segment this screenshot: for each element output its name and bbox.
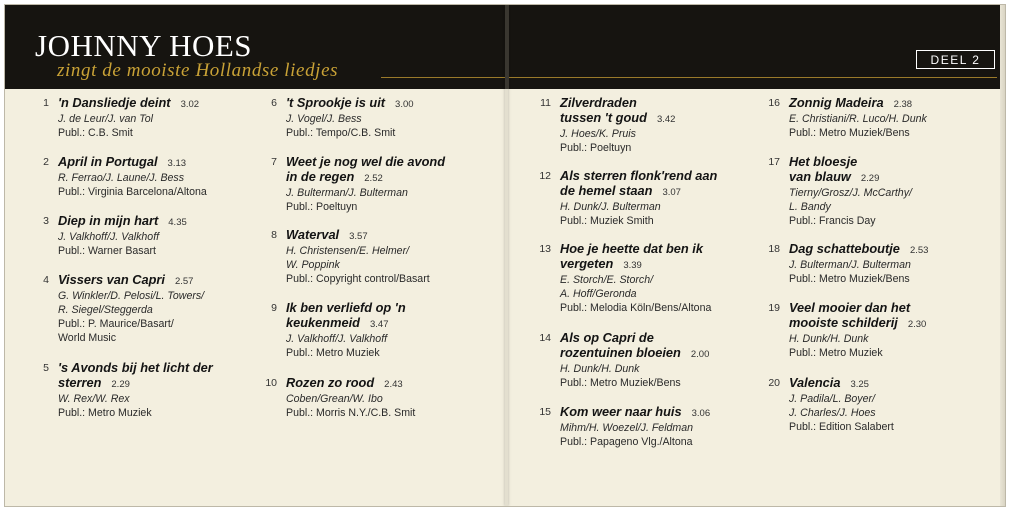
track-13 xyxy=(539,241,712,315)
track-credits-line: R. Siegel/Steggerda xyxy=(58,304,153,316)
track-title-line: Veel mooier dan het xyxy=(789,300,911,315)
track-number: 7 xyxy=(271,156,277,168)
track-title-line: mooiste schilderij 2.30 xyxy=(789,315,927,330)
track-5 xyxy=(43,360,213,420)
track-4 xyxy=(43,272,205,345)
center-fold-header xyxy=(505,5,509,89)
track-number: 8 xyxy=(271,229,277,241)
track-duration: 3.57 xyxy=(349,231,368,242)
track-11 xyxy=(540,95,676,155)
track-duration: 3.25 xyxy=(850,379,869,390)
track-duration: 2.00 xyxy=(690,349,710,360)
track-credits-line: J. Hoes/K. Pruis xyxy=(560,128,636,140)
track-duration: 3.13 xyxy=(167,158,187,169)
track-title-line: Dag schatteboutje 2.53 xyxy=(789,241,929,256)
track-title-line: 's Avonds bij het licht der xyxy=(58,360,213,375)
track-publisher-line: Publ.: Metro Muziek xyxy=(58,407,152,419)
track-publisher-line: World Music xyxy=(58,332,117,344)
part-badge: DEEL 2 xyxy=(916,50,995,69)
track-19 xyxy=(768,300,927,360)
track-number: 17 xyxy=(768,156,780,168)
track-20 xyxy=(768,375,894,434)
track-number: 9 xyxy=(271,302,277,314)
track-title-line: 'n Dansliedje deint 3.02 xyxy=(58,95,200,110)
track-title-line: Valencia 3.25 xyxy=(789,375,869,390)
track-number: 5 xyxy=(43,362,49,374)
track-number: 6 xyxy=(271,97,277,109)
track-credits-line: J. Valkhoff/J. Valkhoff xyxy=(58,231,160,243)
track-number: 1 xyxy=(43,97,49,109)
track-number: 15 xyxy=(539,406,551,418)
track-credits-line: L. Bandy xyxy=(789,201,831,213)
track-title-line: Zonnig Madeira 2.38 xyxy=(789,95,913,110)
track-number: 14 xyxy=(539,332,551,344)
track-publisher-line: Publ.: P. Maurice/Basart/ xyxy=(58,318,174,330)
track-duration: 2.43 xyxy=(384,379,403,390)
track-publisher-line: Publ.: Metro Muziek/Bens xyxy=(789,273,910,285)
track-7 xyxy=(271,154,446,214)
track-15 xyxy=(539,404,711,449)
track-publisher-line: Publ.: Copyright control/Basart xyxy=(286,273,430,285)
track-publisher-line: Publ.: Edition Salabert xyxy=(789,421,894,433)
track-publisher-line: Publ.: Poeltuyn xyxy=(286,201,358,213)
track-number: 13 xyxy=(539,243,551,255)
track-publisher-line: Publ.: Poeltuyn xyxy=(560,142,632,154)
track-number: 11 xyxy=(540,97,551,109)
track-publisher-line: Publ.: Warner Basart xyxy=(58,245,156,257)
track-title-line: Vissers van Capri 2.57 xyxy=(58,272,194,287)
track-publisher-line: Publ.: Metro Muziek xyxy=(286,347,380,359)
track-number: 2 xyxy=(43,156,49,168)
track-credits-line: J. de Leur/J. van Tol xyxy=(58,113,154,125)
track-title-line: sterren 2.29 xyxy=(58,375,130,390)
track-number: 20 xyxy=(768,377,780,389)
track-12 xyxy=(539,168,718,228)
track-publisher-line: Publ.: Muziek Smith xyxy=(560,215,654,227)
track-title-line: rozentuinen bloeien 2.00 xyxy=(560,345,710,360)
track-duration: 2.29 xyxy=(860,173,880,184)
track-credits-line: H. Christensen/E. Helmer/ xyxy=(286,245,410,257)
track-credits-line: J. Charles/J. Hoes xyxy=(789,407,876,419)
track-credits-line: A. Hoff/Geronda xyxy=(560,288,637,300)
track-duration: 2.29 xyxy=(111,379,130,390)
track-credits-line: J. Padila/L. Boyer/ xyxy=(789,393,875,405)
track-3 xyxy=(43,213,187,258)
track-publisher-line: Publ.: Tempo/C.B. Smit xyxy=(286,127,396,139)
track-duration: 2.57 xyxy=(174,276,194,287)
track-number: 3 xyxy=(43,215,49,227)
track-credits-line: E. Storch/E. Storch/ xyxy=(560,274,654,286)
album-subtitle: zingt de mooiste Hollandse liedjes xyxy=(57,60,339,81)
artist-name: JOHNNY HOES xyxy=(35,28,253,63)
track-title-line: in de regen 2.52 xyxy=(286,169,383,184)
track-duration: 3.00 xyxy=(395,99,414,110)
track-number: 18 xyxy=(768,243,780,255)
track-publisher-line: Publ.: Francis Day xyxy=(789,215,876,227)
track-credits-line: H. Dunk/H. Dunk xyxy=(789,333,869,345)
track-publisher-line: Publ.: Metro Muziek/Bens xyxy=(789,127,910,139)
track-credits-line: J. Bulterman/J. Bulterman xyxy=(789,259,911,271)
track-publisher-line: Publ.: Morris N.Y./C.B. Smit xyxy=(286,407,416,419)
track-credits-line: J. Vogel/J. Bess xyxy=(286,113,362,125)
track-title-line: 't Sprookje is uit 3.00 xyxy=(286,95,414,110)
track-title-line: van blauw 2.29 xyxy=(789,169,880,184)
gold-divider-line xyxy=(381,77,997,78)
track-duration: 3.06 xyxy=(691,408,711,419)
track-publisher-line: Publ.: C.B. Smit xyxy=(58,127,133,139)
track-publisher-line: Publ.: Virginia Barcelona/Altona xyxy=(58,186,207,198)
track-duration: 2.52 xyxy=(364,173,383,184)
track-credits-line: H. Dunk/H. Dunk xyxy=(560,363,640,375)
track-title-line: Als op Capri de xyxy=(560,330,654,345)
track-duration: 2.30 xyxy=(907,319,927,330)
track-8 xyxy=(271,227,430,286)
track-16 xyxy=(768,95,927,140)
track-title-line: Rozen zo rood 2.43 xyxy=(286,375,403,390)
track-6 xyxy=(271,95,414,140)
track-credits-line: Tierny/Grosz/J. McCarthy/ xyxy=(789,187,912,199)
track-credits-line: J. Bulterman/J. Bulterman xyxy=(286,187,408,199)
track-credits-line: H. Dunk/J. Bulterman xyxy=(560,201,661,213)
track-title-line: Diep in mijn hart 4.35 xyxy=(58,213,187,228)
track-10 xyxy=(265,375,416,420)
track-duration: 3.47 xyxy=(369,319,389,330)
cd-booklet xyxy=(4,4,1006,507)
track-18 xyxy=(768,241,929,286)
track-number: 10 xyxy=(265,377,277,389)
track-number: 12 xyxy=(539,170,551,182)
track-publisher-line: Publ.: Papageno Vlg./Altona xyxy=(560,436,693,448)
track-publisher-line: Publ.: Melodia Köln/Bens/Altona xyxy=(560,302,712,314)
track-title-line: Waterval 3.57 xyxy=(286,227,368,242)
track-credits-line: W. Rex/W. Rex xyxy=(58,393,130,405)
track-credits-line: W. Poppink xyxy=(286,259,340,271)
track-duration: 3.02 xyxy=(180,99,200,110)
track-number: 4 xyxy=(43,274,49,286)
right-edge-shadow xyxy=(1000,5,1005,506)
track-duration: 2.53 xyxy=(909,245,929,256)
track-title-line: Kom weer naar huis 3.06 xyxy=(560,404,711,419)
track-14 xyxy=(539,330,710,390)
track-title-line: Het bloesje xyxy=(789,154,858,169)
track-duration: 3.39 xyxy=(623,260,642,271)
track-publisher-line: Publ.: Metro Muziek xyxy=(789,347,883,359)
track-credits-line: Mihm/H. Woezel/J. Feldman xyxy=(560,422,694,434)
track-number: 19 xyxy=(768,302,780,314)
track-title-line: Weet je nog wel die avond xyxy=(286,154,446,169)
track-title-line: tussen 't goud 3.42 xyxy=(560,110,676,125)
track-duration: 2.38 xyxy=(893,99,913,110)
track-1 xyxy=(43,95,200,140)
track-publisher-line: Publ.: Metro Muziek/Bens xyxy=(560,377,681,389)
track-credits-line: J. Valkhoff/J. Valkhoff xyxy=(286,333,388,345)
track-title-line: vergeten 3.39 xyxy=(560,256,642,271)
track-duration: 4.35 xyxy=(168,217,187,228)
track-title-line: April in Portugal 3.13 xyxy=(58,154,187,169)
track-duration: 3.07 xyxy=(662,187,681,198)
track-title-line: Ik ben verliefd op 'n xyxy=(286,300,406,315)
track-title-line: keukenmeid 3.47 xyxy=(286,315,389,330)
track-2 xyxy=(43,154,207,199)
track-title-line: Hoe je heette dat ben ik xyxy=(560,241,703,256)
track-number: 16 xyxy=(768,97,780,109)
track-duration: 3.42 xyxy=(656,114,676,125)
track-credits-line: G. Winkler/D. Pelosi/L. Towers/ xyxy=(58,290,205,302)
track-credits-line: R. Ferrao/J. Laune/J. Bess xyxy=(58,172,185,184)
track-credits-line: E. Christiani/R. Luco/H. Dunk xyxy=(789,113,927,125)
track-credits-line: Coben/Grean/W. Ibo xyxy=(286,393,383,405)
track-9 xyxy=(271,300,406,360)
track-title-line: de hemel staan 3.07 xyxy=(560,183,681,198)
track-title-line: Als sterren flonk'rend aan xyxy=(560,168,718,183)
track-17 xyxy=(768,154,912,228)
track-title-line: Zilverdraden xyxy=(560,95,637,110)
